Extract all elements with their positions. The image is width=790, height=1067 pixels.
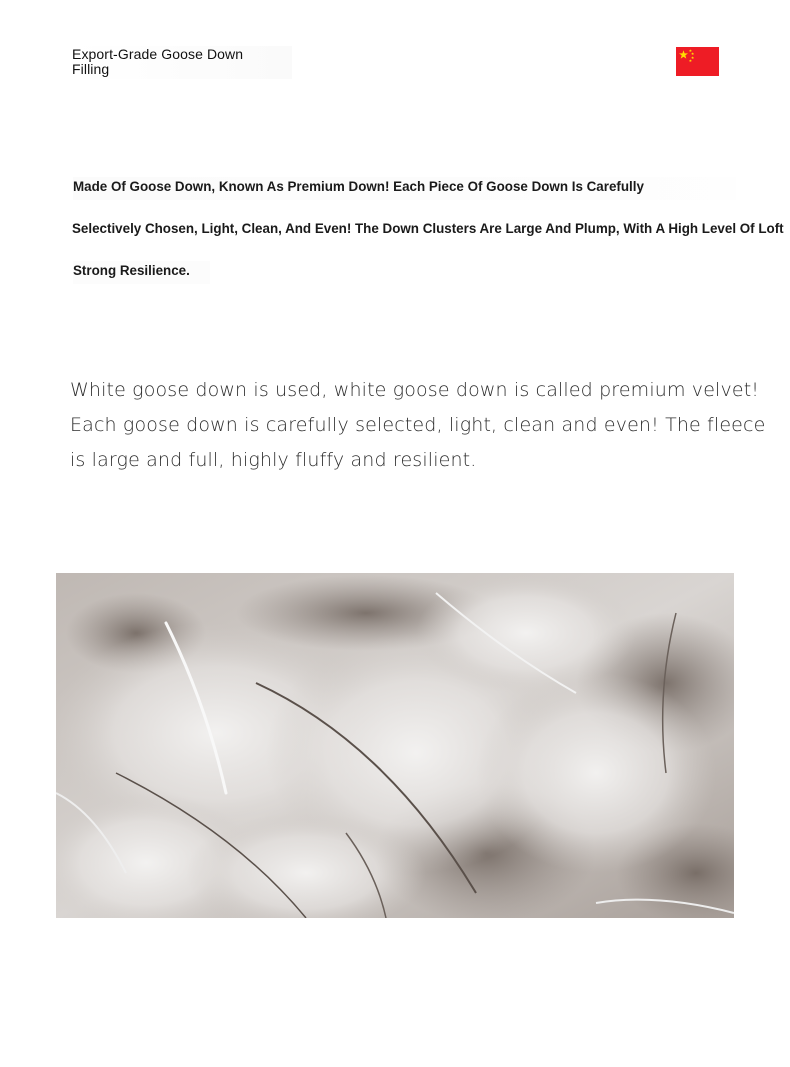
translation-line-2: Each goose down is carefully selected, light, clean and even! The fleece [70, 414, 766, 436]
translation-line-3: is large and full, highly fluffy and resilient. [70, 449, 477, 471]
china-flag-icon [676, 47, 719, 76]
page-title-line-1: Export-Grade Goose Down [72, 46, 244, 62]
description-line-1: Made Of Goose Down, Known As Premium Down! Each Piece Of Goose Down Is Carefully [73, 177, 736, 200]
page-title [72, 46, 292, 79]
description-line-3: Strong Resilience. [73, 261, 210, 284]
translation-line-1: White goose down is used, white goose down is called premium velvet! [70, 379, 760, 401]
description-line-2: Selectively Chosen, Light, Clean, And Even! The Down Clusters Are Large And Plump, With A High Level Of Loft [72, 221, 784, 236]
feather-photo [56, 573, 734, 918]
translated-description [70, 373, 766, 478]
page-title-line-2: Filling [72, 61, 110, 77]
